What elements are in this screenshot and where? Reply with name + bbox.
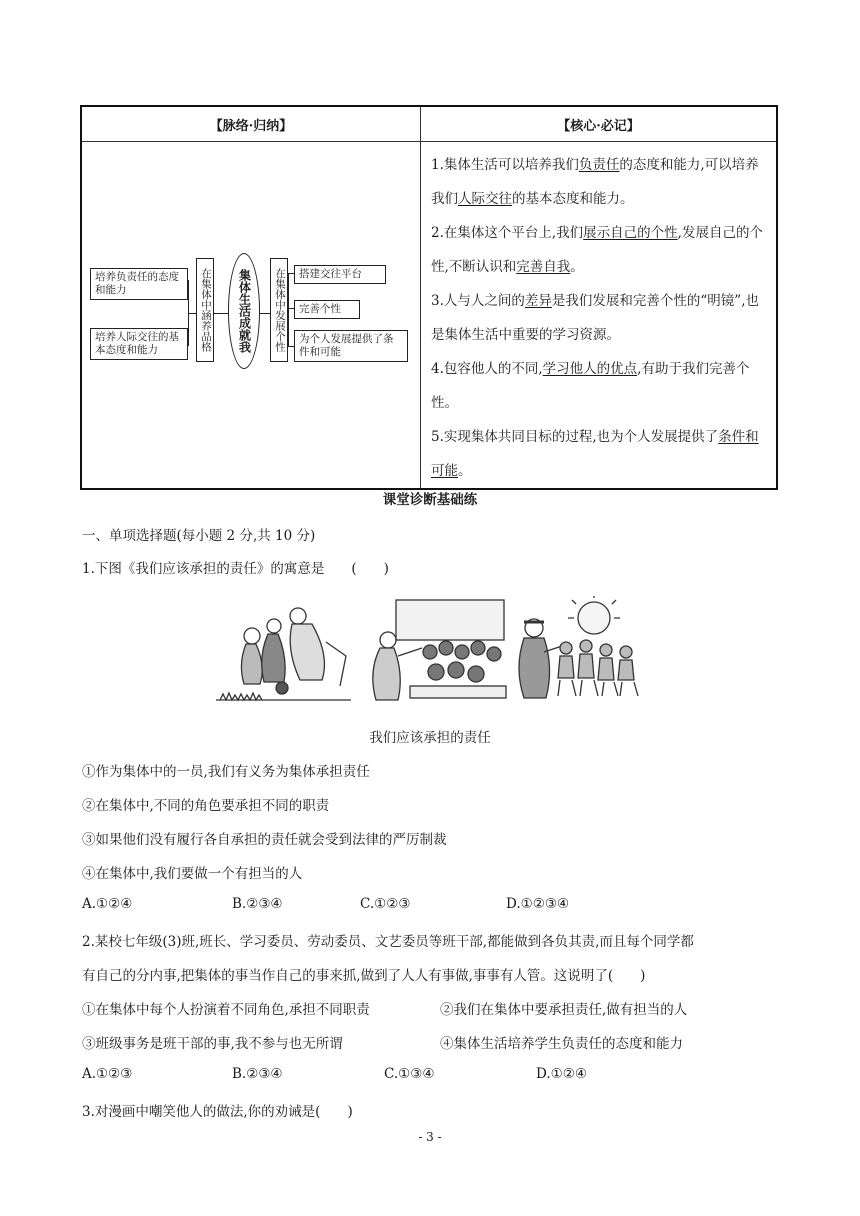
q2-statement: ③班级事务是班干部的事,我不参与也无所谓 <box>82 1036 343 1052</box>
key-points <box>421 142 778 490</box>
q2-statement: ②我们在集体中要承担责任,做有担当的人 <box>440 1002 688 1018</box>
mindmap-right-item-2: 完善个性 <box>294 300 360 319</box>
mindmap-center: 集体生活成就我 <box>228 253 260 369</box>
q2-option-b[interactable]: B.②③④ <box>232 1066 283 1082</box>
q2-statement: ①在集体中每个人扮演着不同角色,承担不同职责 <box>82 1002 370 1018</box>
key-point: 5.实现集体共同目标的过程,也为个人发展提供了条件和可能。 <box>431 429 759 479</box>
q2-option-d[interactable]: D.①②④ <box>536 1066 587 1082</box>
header-key-points: 【核心·必记】 <box>421 106 778 142</box>
q2-stem-line-2: 有自己的分内事,把集体的事当作自己的事来抓,做到了人人有事做,事事有人管。这说明了( ) <box>82 968 646 984</box>
q1-option-d[interactable]: D.①②③④ <box>506 896 570 912</box>
mindmap-right-item-3: 为个人发展提供了条件和可能 <box>294 330 408 362</box>
q1-stem: 1.下图《我们应该承担的责任》的寓意是 ( ) <box>82 561 389 577</box>
q1-option-a[interactable]: A.①②④ <box>82 896 133 912</box>
responsibility-illustration <box>216 596 646 704</box>
summary-table <box>80 105 778 490</box>
mindmap-left-branch: 在集体中涵养品格 <box>196 258 214 362</box>
mindmap-right-branch: 在集体中发展个性 <box>270 258 288 362</box>
q1-statement: ①作为集体中的一员,我们有义务为集体承担责任 <box>82 764 370 780</box>
q1-option-b[interactable]: B.②③④ <box>232 896 283 912</box>
key-point: 3.人与人之间的差异是我们发展和完善个性的“明镜”,也是集体生活中重要的学习资源。 <box>431 293 759 343</box>
q1-statement: ②在集体中,不同的角色要承担不同的职责 <box>82 798 330 814</box>
page-number: - 3 - <box>418 1130 442 1144</box>
mind-map <box>81 142 421 490</box>
figure-caption: 我们应该承担的责任 <box>369 730 491 746</box>
mindmap-left-item-1: 培养负责任的态度和能力 <box>90 268 188 300</box>
q3-stem: 3.对漫画中嘲笑他人的做法,你的劝诫是( ) <box>82 1104 353 1120</box>
q2-statement: ④集体生活培养学生负责任的态度和能力 <box>440 1036 683 1052</box>
mindmap-right-item-1: 搭建交往平台 <box>294 265 386 284</box>
header-framework: 【脉络·归纳】 <box>81 106 421 142</box>
q1-statement: ③如果他们没有履行各自承担的责任就会受到法律的严厉制裁 <box>82 832 447 848</box>
panel-crossing-guard <box>519 596 638 698</box>
key-point: 4.包容他人的不同,学习他人的优点,有助于我们完善个性。 <box>431 361 750 411</box>
section-title: 课堂诊断基础练 <box>382 492 478 508</box>
q2-stem-line-1: 2.某校七年级(3)班,班长、学习委员、劳动委员、文艺委员等班干部,都能做到各负其责,而且每个同学都 <box>82 934 694 950</box>
q1-statement: ④在集体中,我们要做一个有担当的人 <box>82 866 303 882</box>
key-point: 1.集体生活可以培养我们负责任的态度和能力,可以培养我们人际交往的基本态度和能力。 <box>431 157 759 207</box>
part-heading: 一、单项选择题(每小题 2 分,共 10 分) <box>82 528 316 544</box>
q1-option-c[interactable]: C.①②③ <box>360 896 411 912</box>
panel-classroom <box>373 600 506 700</box>
key-point: 2.在集体这个平台上,我们展示自己的个性,发展自己的个性,不断认识和完善自我。 <box>431 225 763 275</box>
q2-option-a[interactable]: A.①②③ <box>82 1066 133 1082</box>
q2-option-c[interactable]: C.①③④ <box>384 1066 435 1082</box>
mindmap-left-item-2: 培养人际交往的基本态度和能力 <box>90 328 188 360</box>
panel-planting-trees <box>216 608 351 700</box>
